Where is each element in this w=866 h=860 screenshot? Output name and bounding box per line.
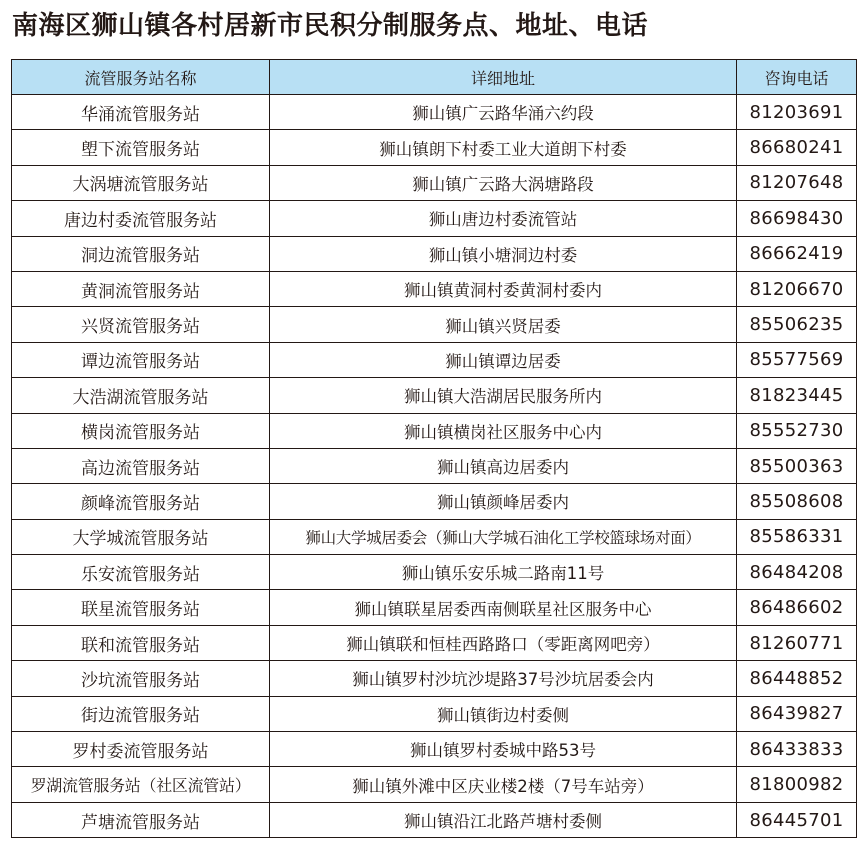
station-name: 罗湖流管服务站（社区流管站） — [12, 767, 270, 802]
table-row — [12, 342, 857, 377]
station-name: 黄洞流管服务站 — [12, 271, 270, 306]
station-phone: 86439827 — [737, 696, 857, 731]
header-station-name: 流管服务站名称 — [12, 60, 270, 95]
station-name: 洞边流管服务站 — [12, 236, 270, 271]
station-phone: 86698430 — [737, 201, 857, 236]
station-phone: 85508608 — [737, 484, 857, 519]
table-row — [12, 732, 857, 767]
header-address: 详细地址 — [270, 60, 737, 95]
table-row — [12, 767, 857, 802]
station-phone: 85586331 — [737, 519, 857, 554]
table-row — [12, 625, 857, 660]
station-name: 芦塘流管服务站 — [12, 802, 270, 837]
station-address: 狮山镇谭边居委 — [270, 342, 737, 377]
station-name: 大涡塘流管服务站 — [12, 165, 270, 200]
header-phone: 咨询电话 — [737, 60, 857, 95]
table-row — [12, 271, 857, 306]
station-phone: 86680241 — [737, 130, 857, 165]
table-body — [12, 95, 857, 838]
station-name: 颜峰流管服务站 — [12, 484, 270, 519]
table-row — [12, 95, 857, 130]
station-phone: 85577569 — [737, 342, 857, 377]
station-phone: 86445701 — [737, 802, 857, 837]
station-phone: 85506235 — [737, 307, 857, 342]
station-name: 唐边村委流管服务站 — [12, 201, 270, 236]
station-address: 狮山镇小塘洞边村委 — [270, 236, 737, 271]
station-phone: 86484208 — [737, 555, 857, 590]
table-row — [12, 590, 857, 625]
table-row — [12, 484, 857, 519]
station-name: 罗村委流管服务站 — [12, 732, 270, 767]
station-phone: 86662419 — [737, 236, 857, 271]
station-phone: 81823445 — [737, 378, 857, 413]
station-name: 华涌流管服务站 — [12, 95, 270, 130]
station-name: 街边流管服务站 — [12, 696, 270, 731]
station-address: 狮山镇联和恒桂西路路口（零距离网吧旁） — [270, 625, 737, 660]
station-address: 狮山镇颜峰居委内 — [270, 484, 737, 519]
station-phone: 81206670 — [737, 271, 857, 306]
table-row — [12, 555, 857, 590]
station-name: 高边流管服务站 — [12, 448, 270, 483]
station-address: 狮山镇乐安乐城二路南11号 — [270, 555, 737, 590]
station-phone: 81207648 — [737, 165, 857, 200]
station-address: 狮山唐边村委流管站 — [270, 201, 737, 236]
table-row — [12, 130, 857, 165]
station-address: 狮山镇横岗社区服务中心内 — [270, 413, 737, 448]
table-row — [12, 448, 857, 483]
station-name: 大浩湖流管服务站 — [12, 378, 270, 413]
table-row — [12, 165, 857, 200]
table-row — [12, 201, 857, 236]
station-name: 横岗流管服务站 — [12, 413, 270, 448]
station-address: 狮山镇黄洞村委黄洞村委内 — [270, 271, 737, 306]
station-address: 狮山镇联星居委西南侧联星社区服务中心 — [270, 590, 737, 625]
table-row — [12, 378, 857, 413]
station-phone: 85500363 — [737, 448, 857, 483]
station-address: 狮山镇大浩湖居民服务所内 — [270, 378, 737, 413]
table-row — [12, 661, 857, 696]
station-address: 狮山镇兴贤居委 — [270, 307, 737, 342]
station-phone: 81260771 — [737, 625, 857, 660]
station-address: 狮山镇朗下村委工业大道朗下村委 — [270, 130, 737, 165]
station-phone: 85552730 — [737, 413, 857, 448]
station-name: 联星流管服务站 — [12, 590, 270, 625]
station-address: 狮山镇广云路大涡塘路段 — [270, 165, 737, 200]
table-row — [12, 519, 857, 554]
station-address: 狮山镇高边居委内 — [270, 448, 737, 483]
station-name: 兴贤流管服务站 — [12, 307, 270, 342]
service-points-table — [11, 59, 857, 838]
station-phone: 86486602 — [737, 590, 857, 625]
table-header-row — [12, 60, 857, 95]
station-address: 狮山镇罗村委城中路53号 — [270, 732, 737, 767]
station-address: 狮山镇罗村沙坑沙堤路37号沙坑居委会内 — [270, 661, 737, 696]
station-name: 谭边流管服务站 — [12, 342, 270, 377]
station-phone: 86448852 — [737, 661, 857, 696]
station-address: 狮山镇沿江北路芦塘村委侧 — [270, 802, 737, 837]
station-name: 塱下流管服务站 — [12, 130, 270, 165]
station-name: 联和流管服务站 — [12, 625, 270, 660]
station-address: 狮山镇广云路华涌六约段 — [270, 95, 737, 130]
table-row — [12, 307, 857, 342]
table-row — [12, 236, 857, 271]
table-row — [12, 696, 857, 731]
station-phone: 81800982 — [737, 767, 857, 802]
station-address: 狮山镇外滩中区庆业楼2楼（7号车站旁） — [270, 767, 737, 802]
station-address: 狮山大学城居委会（狮山大学城石油化工学校篮球场对面） — [270, 519, 737, 554]
station-name: 乐安流管服务站 — [12, 555, 270, 590]
table-row — [12, 413, 857, 448]
table-row — [12, 802, 857, 837]
station-name: 大学城流管服务站 — [12, 519, 270, 554]
station-name: 沙坑流管服务站 — [12, 661, 270, 696]
station-address: 狮山镇街边村委侧 — [270, 696, 737, 731]
station-phone: 86433833 — [737, 732, 857, 767]
station-phone: 81203691 — [737, 95, 857, 130]
document-title: 南海区狮山镇各村居新市民积分制服务点、地址、电话 — [12, 11, 649, 41]
